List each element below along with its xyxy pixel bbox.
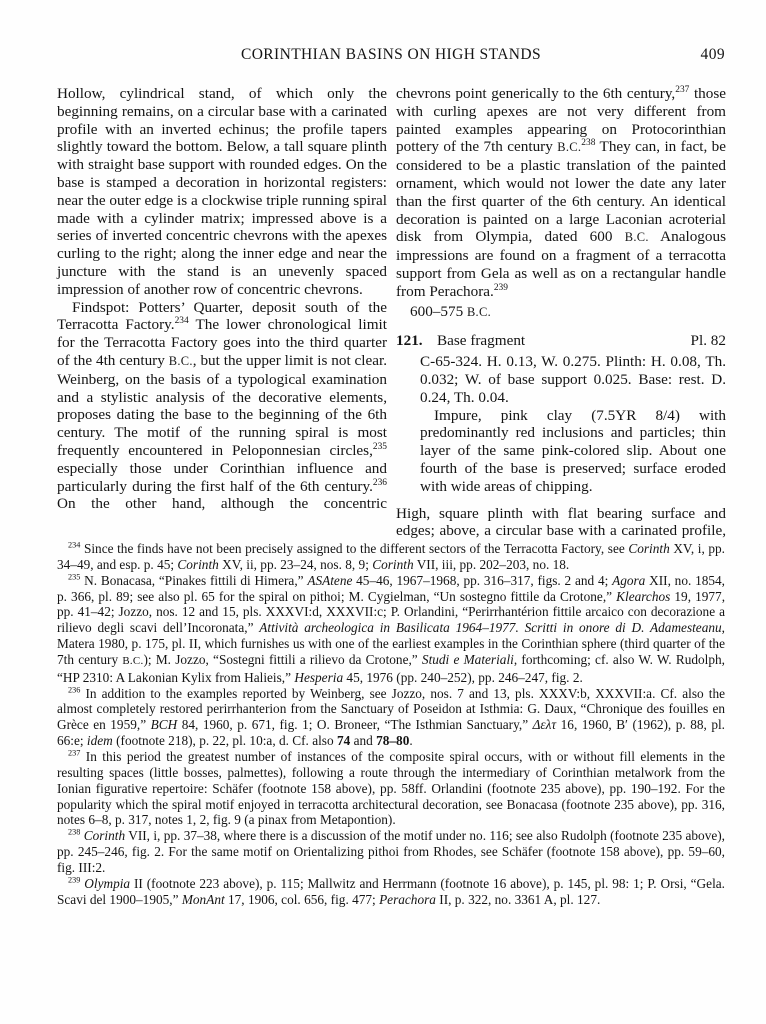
paragraph-stand-description: Hollow, cylindrical stand, of which only the beginning remains, on a circular base with a carinated profile with an inverted echinus; the profile tapers slightly toward the bottom. Below, a tall square plinth with straight base support with rounded edges. On the base is stamped a decoration in horizontal registers: near the outer edge is a clockwise triple running spiral made with a cylinder matrix; impressed above is a series of inverted concentric chevrons with the apexes curling to the right; along the inner edge and near the juncture with the stand is an unevenly spaced impression of another row of concentric chevrons. [57, 85, 387, 298]
entry-number: 121. [396, 332, 423, 350]
footnote-237: $^{237}$ In this period the greatest number of instances of the composite spiral occurs, with or without fill elements in the resulting spaces (little bosses, palmettes), following a route through the intermediary of Corinthian metalwork from the Ionian figurative repertoire: Schäfer (footnote 158 above), pp. 58ff. Orlandini (footnote 235 above), pp. 190–192. For the popularity which the spiral motif enjoyed in terracotta architectural decoration, see Bonacasa (footnote 235 above), pp. 316, notes 6–8, p. 317, notes 1, 2, fig. 9 (a pinax from Metapontion). [57, 748, 725, 828]
catalogue-entry-121 [396, 332, 726, 495]
catalogue-entry-header [396, 332, 726, 350]
entry-plate-reference: Pl. 82 [690, 332, 726, 350]
footnote-236: $^{236}$ In addition to the examples reported by Weinberg, see Jozzo, nos. 7 and 13, pls. XXXV:b, XXXVII:a. Cf. also the almost completely restored perirrhanterion from the Sanctuary of Poseidon at Isthmia: G. Daux, “Chronique des fouilles en Grèce en 1959,” BCH 84, 1960, p. 671, fig. 1; O. Broneer, “The Isthmian Sanctuary,” Δελτ 16, 1960, Β′ (1962), p. 88, pl. 66:e; idem (footnote 218), p. 22, pl. 10:a, d. Cf. also 74 and 78–80. [57, 685, 725, 749]
footnote-234: $^{234}$ Since the finds have not been precisely assigned to the different sectors of the Terracotta Factory, see Corinth XV, i, pp. 34–49, and esp. p. 45; Corinth XV, ii, pp. 23–24, nos. 8, 9; Corinth VII, iii, pp. 202–203, no. 18. [57, 540, 725, 572]
running-head [57, 46, 725, 66]
entry-title: Base fragment [437, 332, 526, 350]
footnotes-section [57, 541, 725, 907]
footnote-235: $^{235}$ N. Bonacasa, “Pinakes fittili di Himera,” ASAtene 45–46, 1967–1968, pp. 316–317, figs. 2 and 4; Agora XII, no. 1854, p. 366, pl. 89; see also pl. 65 for the spiral on pithoi; M. Cygielman, “Un sostegno fittile da Crotone,” Klearchos 19, 1977, pp. 41–42; Jozzo, nos. 12 and 15, pls. XXXVI:d, XXXVII:c; P. Orlandini, “Perirrhantérion fittile arcaico con decorazione a rilievo degli scavi dell’Incoronata,” Attività archeologica in Basilicata 1964–1977. Scritti in onore di D. Adamesteanu, Matera 1980, p. 175, pl. II, which furnishes us with one of the earliest examples in the Corinthian sphere (third quarter of the 7th century B.C.); M. Jozzo, “Sostegni fittili a rilievo da Crotone,” Studi e Materiali, forthcoming; cf. also W. W. Rudolph, “HP 2310: A Lakonian Kylix from Halieis,” Hesperia 45, 1976 (pp. 240–252), pp. 246–247, fig. 2. [57, 572, 726, 685]
footnote-239: $^{239}$ Olympia II (footnote 223 above), p. 115; Mallwitz and Herrmann (footnote 16 above), p. 145, pl. 98: 1; P. Orsi, “Gela. Scavi del 1900–1905,” MonAnt 17, 1906, col. 656, fig. 477; Perachora II, p. 322, no. 3361 A, pl. 127. [57, 875, 725, 907]
right-column [396, 85, 726, 540]
page-header-title: CORINTHIAN BASINS ON HIGH STANDS [240, 46, 542, 63]
page-number: 409 [700, 46, 725, 63]
paragraph-chevrons: chevrons point generically to the 6th century,$^{237}$ those with curling apexes are not very different from painted examples appearing on Protocorinthian pottery of the 7th century B.C.$^{238}$ They can, in fact, be considered to be a plastic translation of the painted ornament, which would not lower the date any later than the first quarter of the 6th century. An identical decoration is painted on a large Laconian acroterial disk from Olympia, dated 600 B.C. Analogous impressions are found on a fragment of a terracotta support from Gela as well as on a rectangular handle from Perachora.$^{239}$ [396, 84, 727, 300]
left-column [57, 85, 387, 513]
paragraph-plinth-description: High, square plinth with flat bearing surface and edges; above, a circular base with a carinated profile, [396, 504, 726, 540]
entry-condition: Impure, pink clay (7.5YR 8/4) with predominantly red inclusions and particles; thin layer of the same pink-colored slip. About one fourth of the base is preserved; surface eroded with wide areas of chipping. [420, 406, 726, 495]
paragraph-findspot: Findspot: Potters’ Quarter, deposit south of the Terracotta Factory.$^{234}$ The lower chronological limit for the Terracotta Factory goes into the third quarter of the 4th century B.C., but the upper limit is not clear. Weinberg, on the basis of a typological examination and a stylistic analysis of the decorative elements, proposes dating the base to the beginning of the 6th century. The motif of the running spiral is most frequently encountered in Peloponnesian circles,$^{235}$ especially those under Corinthian influence and particularly during the first half of the 6th century.$^{236}$ On the other hand, although the concentric [57, 298, 388, 513]
entry-measurements: C-65-324. H. 0.13, W. 0.275. Plinth: H. 0.08, Th. 0.032; W. of base support 0.025. Base: rest. D. 0.24, Th. 0.04. [420, 353, 726, 406]
footnote-238: $^{238}$ Corinth VII, i, pp. 37–38, where there is a discussion of the motif under no. 116; see also Rudolph (footnote 235 above), pp. 245–246, fig. 2. For the same motif on Orientalizing pithoi from Rhodes, see Schäfer (footnote 158 above), pp. 59–60, fig. III:2. [57, 827, 725, 875]
catalogue-entry-body [420, 353, 726, 495]
date-range: 600–575 B.C. [410, 302, 491, 320]
